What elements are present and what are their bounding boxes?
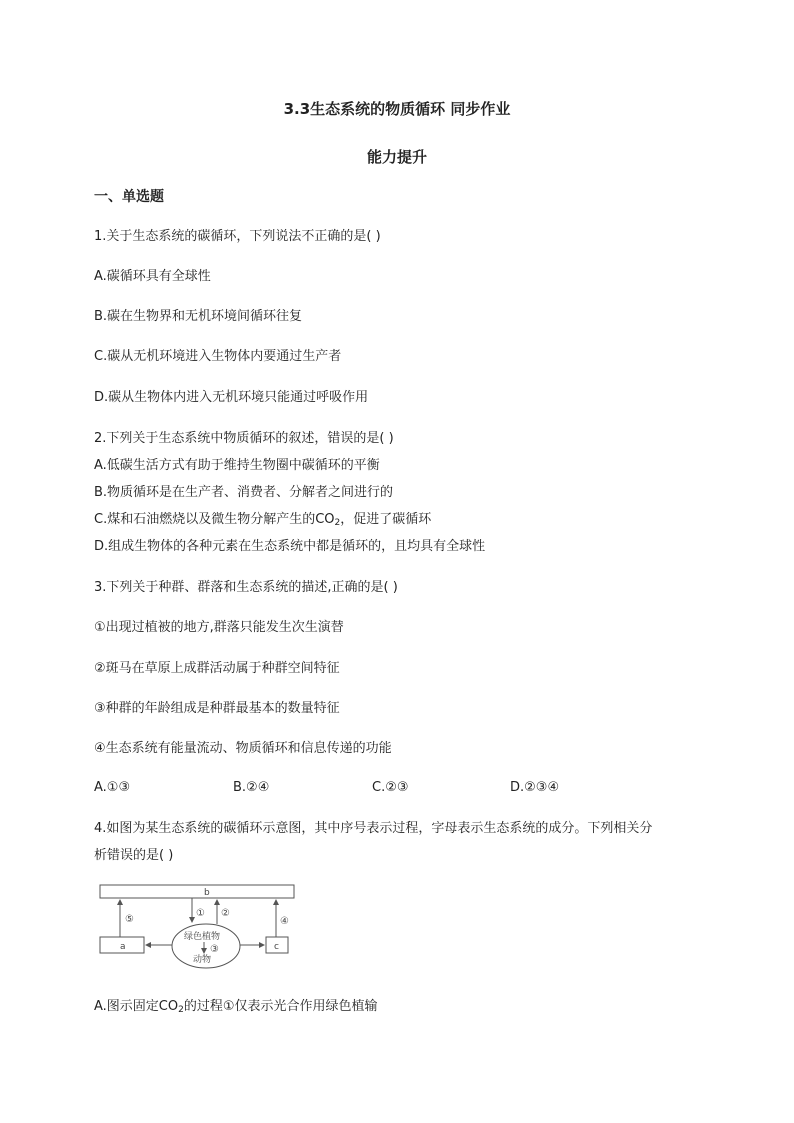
q4-option-a-post: 的过程①仅表示光合作用绿色植输 xyxy=(183,999,378,1014)
q3-option-d: D.②③④ xyxy=(510,780,560,795)
q2-option-b: B.物质循环是在生产者、消费者、分解者之间进行的 xyxy=(94,485,394,500)
q1-option-a: A.碳循环具有全球性 xyxy=(94,269,211,284)
q3-option-c: C.②③ xyxy=(372,780,409,795)
diagram-label-5: ⑤ xyxy=(125,914,134,925)
q2-option-c-sub: 2 xyxy=(334,518,341,528)
q1-stem: 1.关于生态系统的碳循环，下列说法不正确的是( ) xyxy=(94,229,381,244)
q2-option-c-post: ，促进了碳循环 xyxy=(340,512,432,527)
q1-option-b: B.碳在生物界和无机环境间循环往复 xyxy=(94,309,303,324)
carbon-cycle-diagram xyxy=(98,882,298,974)
q3-option-a: A.①③ xyxy=(94,780,131,795)
q4-option-a-pre: A.图示固定CO xyxy=(94,999,179,1014)
q2-option-c-pre: C.煤和石油燃烧以及微生物分解产生的CO xyxy=(94,512,335,527)
q1-option-d: D.碳从生物体内进入无机环境只能通过呼吸作用 xyxy=(94,390,369,405)
q4-stem-line1: 4.如图为某生态系统的碳循环示意图，其中序号表示过程，字母表示生态系统的成分。下列相关分 xyxy=(94,821,653,836)
q4-stem-line2: 析错误的是( ) xyxy=(94,848,174,863)
diagram-label-3: ③ xyxy=(210,944,219,955)
q2-option-a: A.低碳生活方式有助于维持生物圈中碳循环的平衡 xyxy=(94,458,380,473)
diagram-label-4: ④ xyxy=(280,916,289,927)
diagram-label-a: a xyxy=(120,942,126,952)
section-heading: 一、单选题 xyxy=(94,189,164,205)
diagram-label-2: ② xyxy=(221,908,230,919)
diagram-box-b xyxy=(100,885,294,898)
document-title: 3.3生态系统的物质循环 同步作业 xyxy=(283,100,511,118)
diagram-label-plants: 绿色植物 xyxy=(184,932,221,942)
diagram-label-c: c xyxy=(274,942,279,952)
q4-option-a xyxy=(94,998,378,1019)
q3-statement-3: ③种群的年龄组成是种群最基本的数量特征 xyxy=(94,701,340,716)
q2-stem: 2.下列关于生态系统中物质循环的叙述，错误的是( ) xyxy=(94,431,394,446)
q3-statement-1: ①出现过植被的地方,群落只能发生次生演替 xyxy=(94,620,344,635)
q3-options xyxy=(94,780,694,798)
q2-option-d: D.组成生物体的各种元素在生态系统中都是循环的，且均具有全球性 xyxy=(94,539,486,554)
diagram-label-b: b xyxy=(204,888,210,898)
document-subtitle: 能力提升 xyxy=(366,148,427,166)
q2-option-c xyxy=(94,511,431,532)
diagram-label-animals: 动物 xyxy=(193,955,212,965)
q3-option-b: B.②④ xyxy=(233,780,270,795)
q3-statement-2: ②斑马在草原上成群活动属于种群空间特征 xyxy=(94,661,340,676)
q3-stem: 3.下列关于种群、群落和生态系统的描述,正确的是( ) xyxy=(94,580,398,595)
q1-option-c: C.碳从无机环境进入生物体内要通过生产者 xyxy=(94,349,342,364)
diagram-label-1: ① xyxy=(196,908,205,919)
q4-option-a-sub: 2 xyxy=(178,1005,184,1015)
q3-statement-4: ④生态系统有能量流动、物质循环和信息传递的功能 xyxy=(94,741,392,756)
